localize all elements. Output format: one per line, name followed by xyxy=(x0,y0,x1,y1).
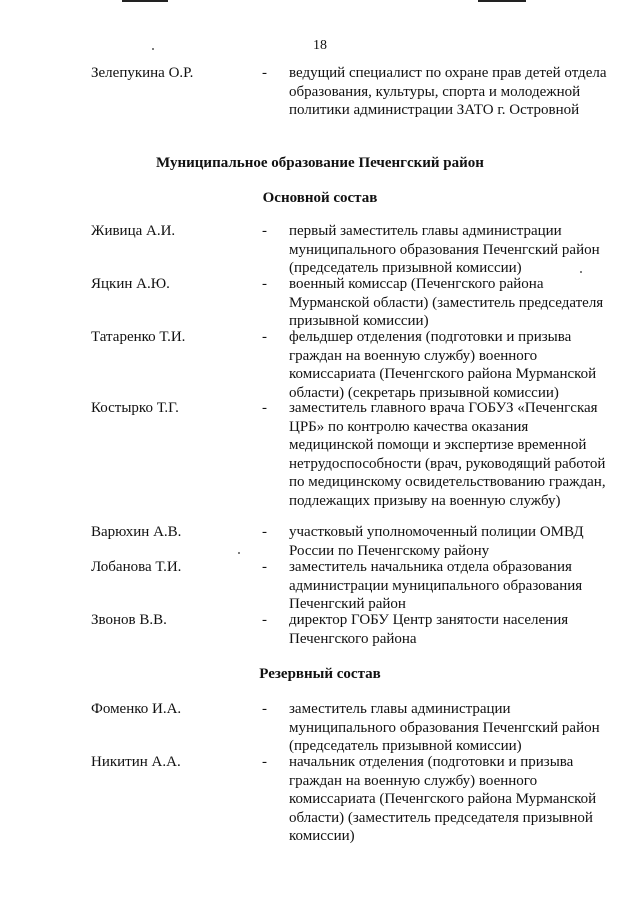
member-name: Костырко Т.Г. xyxy=(91,400,179,416)
member-name: Варюхин А.В. xyxy=(91,524,182,540)
member-position: фельдшер отделения (подготовки и призыва граждан на военную службу) военного комиссариата (Печенгского района Мурманской области) (секретарь призывной комиссии) xyxy=(289,329,597,401)
separator-dash: - xyxy=(262,223,267,239)
separator-dash: - xyxy=(262,65,267,81)
member-position: ведущий специалист по охране прав детей отдела образования, культуры, спорта и молодежной политики администрации ЗАТО г. Островной xyxy=(289,65,607,118)
member-position: начальник отделения (подготовки и призыва граждан на военную службу) военного комиссариата (Печенгского района Мурманской области) (заместитель председателя призывной комиссии) xyxy=(289,754,597,844)
member-name: Никитин А.А. xyxy=(91,754,181,770)
member-name: Яцкин А.Ю. xyxy=(91,276,170,292)
top-edge-mark-right xyxy=(478,0,526,2)
separator-dash: - xyxy=(262,276,267,292)
member-name: Фоменко И.А. xyxy=(91,701,182,717)
member-position: директор ГОБУ Центр занятости населения Печенгского района xyxy=(289,612,569,647)
main-composition-title: Основной состав xyxy=(262,190,378,206)
member-name: Татаренко Т.И. xyxy=(91,329,186,345)
member-position: заместитель главы администрации муниципального образования Печенгский район (председатель призывной комиссии) xyxy=(289,701,600,754)
member-position: первый заместитель главы администрации муниципального образования Печенгский район (председатель призывной комиссии) xyxy=(289,223,600,276)
member-name: Лобанова Т.И. xyxy=(91,559,182,575)
member-position: заместитель главного врача ГОБУЗ «Печенгская ЦРБ» по контролю качества оказания медицинской помощи и экспертизе временной нетрудоспособности (врач, руководящий работой по медицинскому освидетельствованию граждан, подлежащих призыву на военную службу) xyxy=(289,400,606,509)
scan-speck xyxy=(580,271,582,273)
separator-dash: - xyxy=(262,329,267,345)
member-name: Живица А.И. xyxy=(91,223,176,239)
scan-speck xyxy=(238,552,240,554)
separator-dash: - xyxy=(262,559,267,575)
member-name: Зелепукина О.Р. xyxy=(91,65,194,81)
municipality-title: Муниципальное образование Печенгский район xyxy=(156,155,484,171)
member-position: военный комиссар (Печенгского района Мурманской области) (заместитель председателя призывной комиссии) xyxy=(289,276,604,329)
separator-dash: - xyxy=(262,524,267,540)
separator-dash: - xyxy=(262,400,267,416)
member-position: заместитель начальника отдела образования администрации муниципального образования Печенгский район xyxy=(289,559,583,612)
reserve-composition-title: Резервный состав xyxy=(259,666,381,682)
separator-dash: - xyxy=(262,754,267,770)
separator-dash: - xyxy=(262,612,267,628)
top-edge-mark-left xyxy=(122,0,168,2)
scan-speck xyxy=(152,48,154,50)
page-number: 18 xyxy=(313,38,327,53)
member-name: Звонов В.В. xyxy=(91,612,167,628)
member-position: участковый уполномоченный полиции ОМВД России по Печенгскому району xyxy=(289,524,584,559)
separator-dash: - xyxy=(262,701,267,717)
